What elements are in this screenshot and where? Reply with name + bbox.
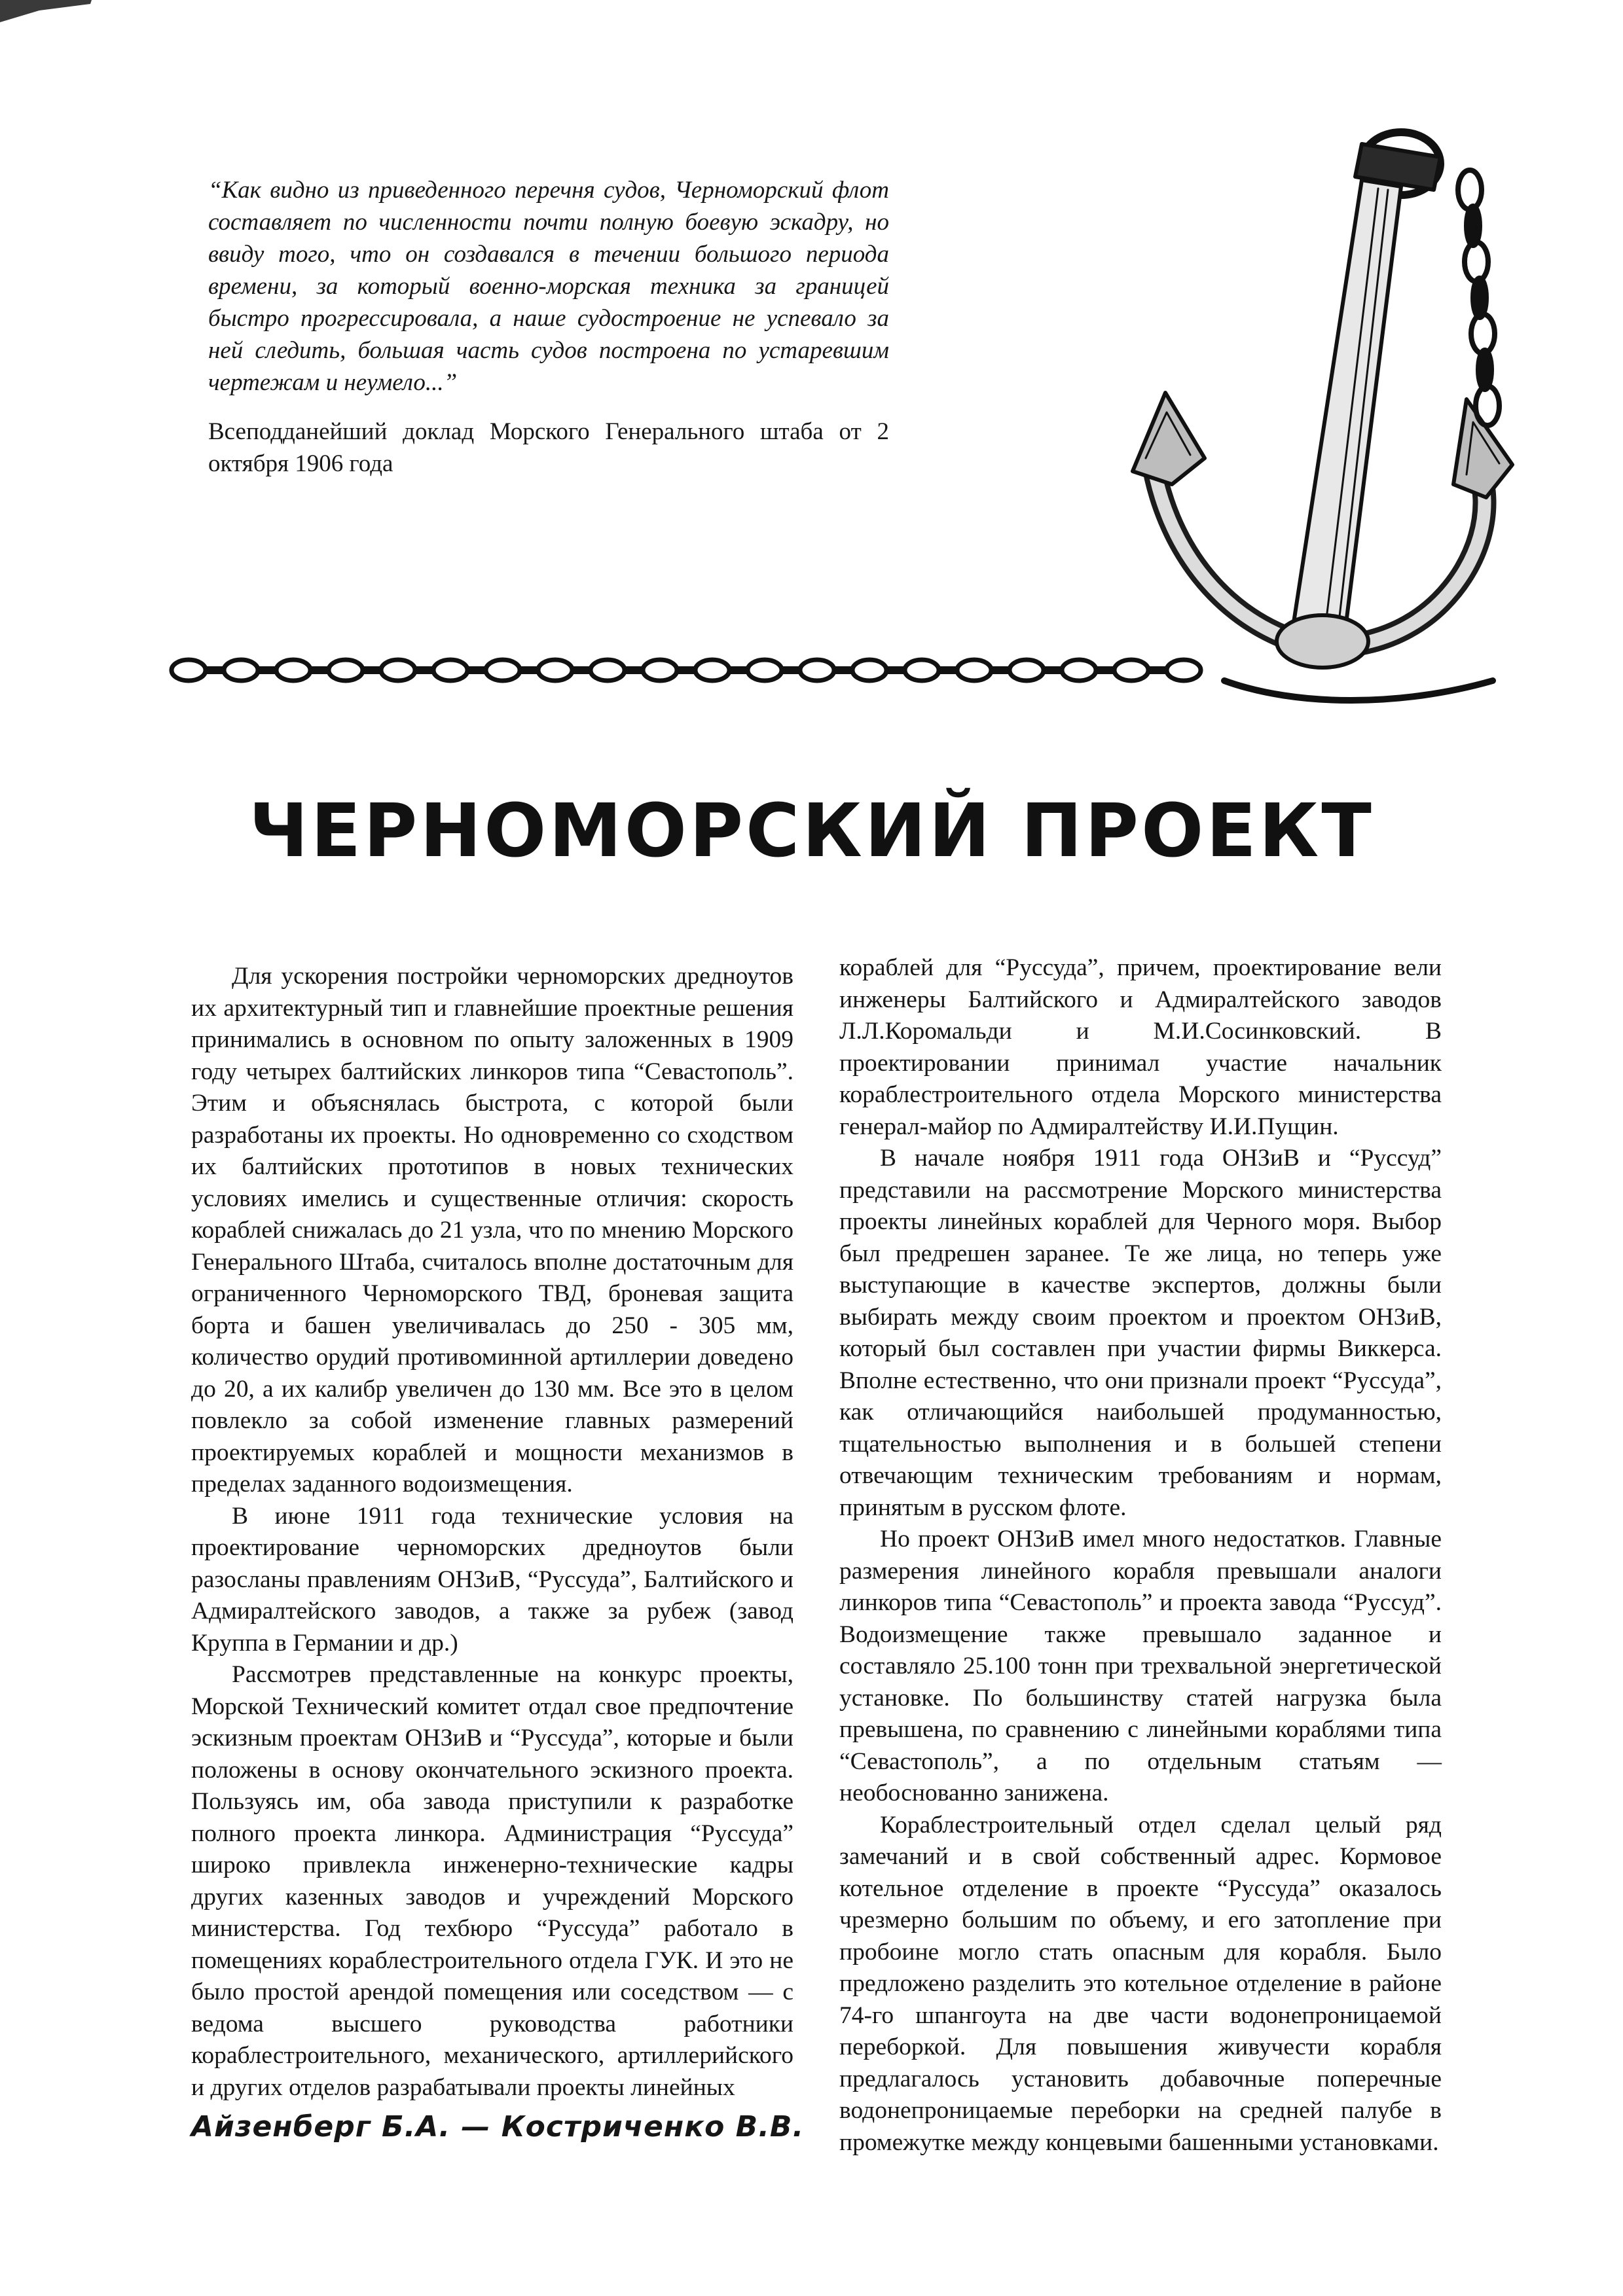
paragraph: Но проект ОНЗиВ имел много недостатков. Главные размерения линейного корабля превышали аналоги линкоров типа “Севастополь” и проекта завода “Руссуд”. Водоизмещение также превышало заданное и составляло 25.100 тонн при трехвальной энергетической установке. По большинству статей нагрузка была превышена, по сравнению с линейными кораблями типа “Севастополь”, а по отдельным статьям — необоснованно занижена. bbox=[839, 1526, 1442, 1806]
paragraph: В начале ноября 1911 года ОНЗиВ и “Руссуд” представили на рассмотрение Морского министерства проекты линейных кораблей для Черного моря. Выбор был предрешен заранее. Те же лица, но теперь уже выступающие в качестве экспертов, должны были выбирать между своим проектом и проектом ОНЗиВ, который был составлен при участии фирмы Виккерса. Вполне естественно, что они признали проект “Руссуда”, как отличающийся наибольшей продуманностью, тщательностью выполнения и в большей степени отвечающим техническим требованиям и нормам, принятым в русском флоте. bbox=[839, 1145, 1442, 1521]
anchor-illustration bbox=[1126, 118, 1519, 720]
column-right bbox=[839, 952, 1442, 2159]
paragraph: Рассмотрев представленные на конкурс проекты, Морской Технический комитет отдал свое предпочтение эскизным проектам ОНЗиВ и “Руссуда”, которые и были положены в основу окончательного эскизного проекта. Пользуясь им, оба завода приступили к разработке полного проекта линкора. Администрация “Руссуда” широко привлекла инженерно-технические кадры других казенных заводов и учреждений Морского министерства. Год техбюро “Руссуда” работало в помещениях кораблестроительного отдела ГУК. И это не было простой арендой помещения или соседством — с ведома высшего руководства работники кораблестроительного, механического, артиллерийского и других отделов разрабатывали проекты линейных bbox=[191, 1661, 793, 2101]
corner-mark bbox=[0, 0, 92, 26]
paragraph: В июне 1911 года технические условия на проектирование черноморских дредноутов были разосланы правлениям ОНЗиВ, “Руссуда”, Балтийского и Адмиралтейского заводов, а также за рубеж (завод Круппа в Германии и др.) bbox=[191, 1502, 793, 1657]
epigraph bbox=[208, 174, 889, 480]
epigraph-quote: “Как видно из приведенного перечня судов, Черноморский флот составляет по численности почти полную боевую эскадру, но ввиду того, что он создавался в течении большого периода времени, за который военно-морская техника за границей быстро прогрессировала, а наше судостроение не успевало за ней следить, большая часть судов построена по устаревшим чертежам и неумело...” bbox=[208, 177, 889, 396]
paragraph: Для ускорения постройки черноморских дредноутов их архитектурный тип и главнейшие проектные решения принимались в основном по опыту заложенных в 1909 году четырех балтийских линкоров типа “Севастополь”. Этим и объяснялась быстрота, с которой были разработаны их проекты. Но одновременно со сходством их балтийских прототипов в новых технических условиях имелись и существенные отличия: скорость кораблей снижалась до 21 узла, что по мнению Морского Генерального Штаба, считалось вполне достаточным для ограниченного Черноморского ТВД, броневая защита борта и башен увеличивалась до 250 - 305 мм, количество орудий противоминной артиллерии доведено до 20, а их калибр увеличен до 130 мм. Все это в целом повлекло за собой изменение главных размерений проектируемых кораблей и мощности механизмов в пределах заданного водоизмещения. bbox=[191, 963, 793, 1498]
paragraph-continuation: кораблей для “Руссуда”, причем, проектирование вели инженеры Балтийского и Адмиралтейского заводов Л.Л.Коромальди и М.И.Сосинковский. В проектировании принимал участие начальник кораблестроительного отдела Морского министерства генерал-майор по Адмиралтейству И.И.Пущин. bbox=[839, 954, 1442, 1140]
epigraph-source: Всеподданейший доклад Морского Генерального штаба от 2 октября 1906 года bbox=[208, 418, 889, 477]
paragraph: Кораблестроительный отдел сделал целый ряд замечаний и в свой собственный адрес. Кормовое котельное отделение в проекте “Руссуда” оказалось чрезмерно большим по объему, и его затопление при пробоине могло стать опасным для корабля. Было предложено разделить это котельное отделение в районе 74-го шпангоута на две части водонепроницаемой переборкой. Для повышения живучести корабля предлагалось установить добавочные поперечные водонепроницаемые переборки на средней палубе в промежутке между концевыми башенными установками. bbox=[839, 1811, 1442, 2156]
column-left bbox=[191, 961, 793, 2104]
authors: Айзенберг Б.А. — Костриченко В.В. bbox=[191, 2110, 805, 2144]
chain-illustration bbox=[169, 645, 1216, 696]
article-title: ЧЕРНОМОРСКИЙ ПРОЕКТ bbox=[249, 789, 1374, 874]
